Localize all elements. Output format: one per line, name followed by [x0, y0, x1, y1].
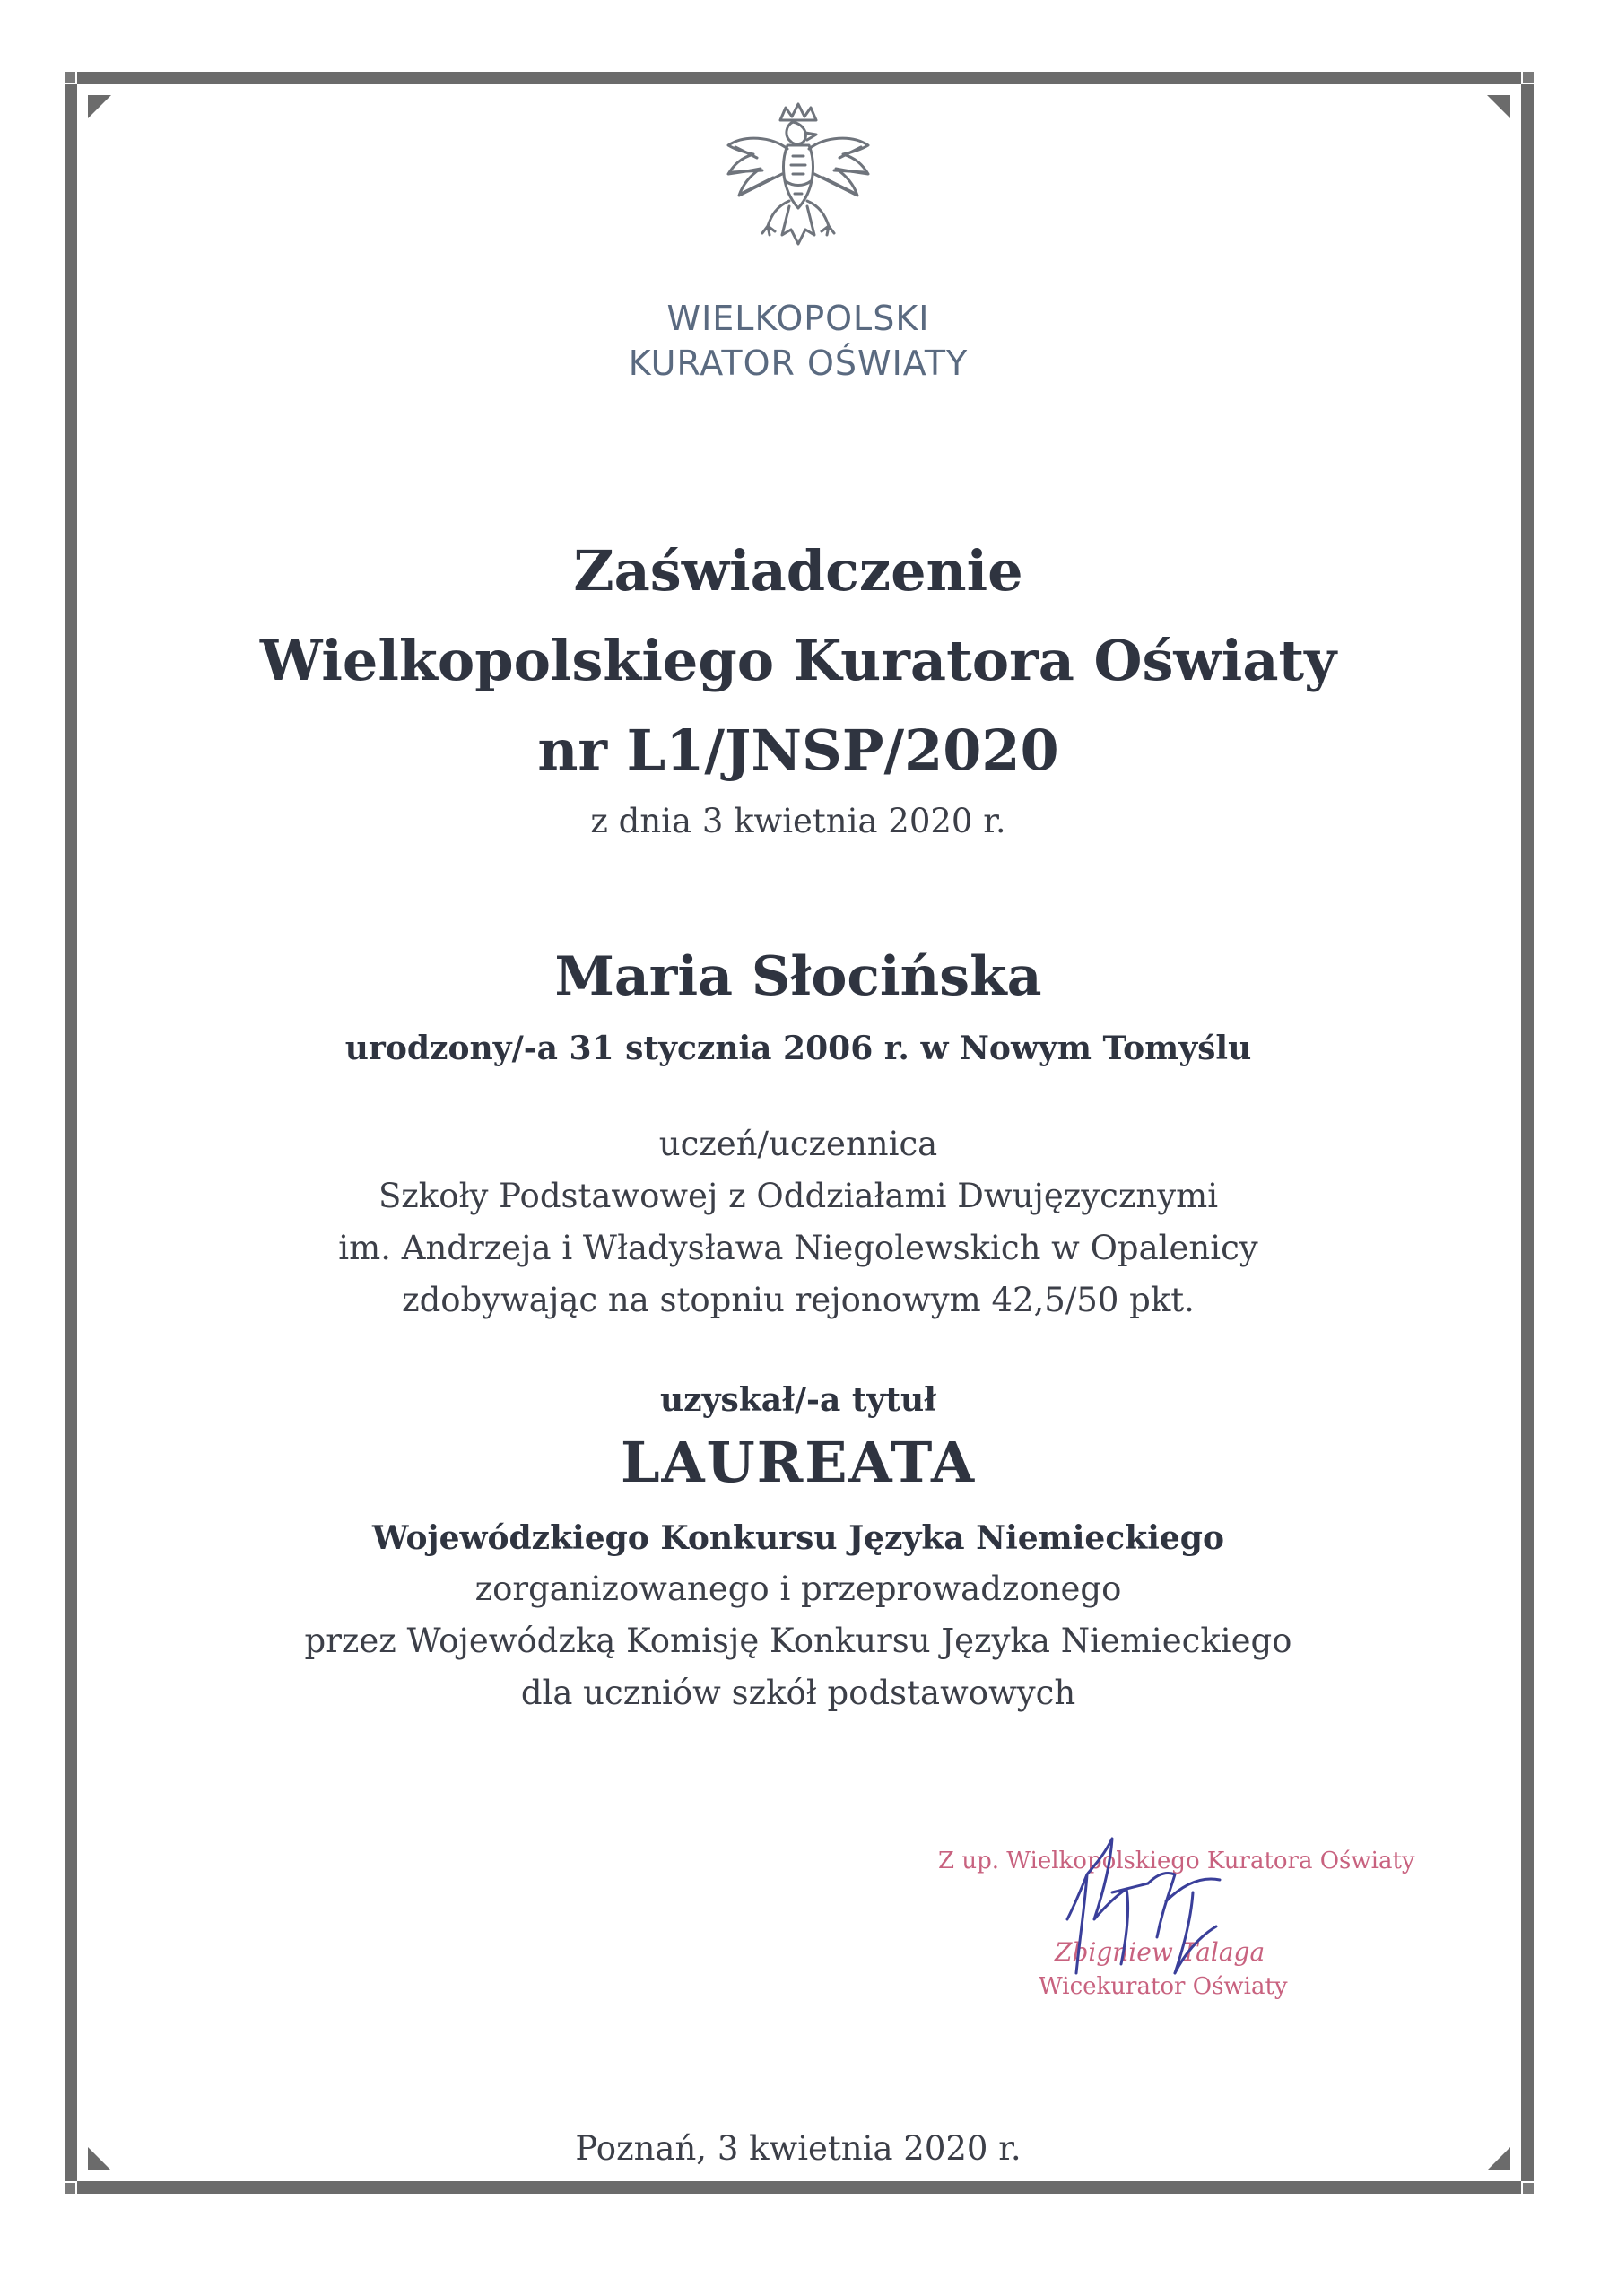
frame-corner-triangle-icon [1487, 95, 1510, 118]
polish-eagle-emblem-icon [718, 100, 879, 280]
place-and-date: Poznań, 3 kwietnia 2020 r. [575, 2129, 1022, 2168]
frame-corner-square [65, 72, 75, 83]
issuer-authority [108, 296, 1489, 386]
frame-corner-triangle-icon [1487, 2147, 1510, 2170]
contest-name: Wojewódzkiego Konkursu Języka Niemieckiego [372, 1519, 1224, 1557]
frame-top-border [77, 72, 1521, 84]
frame-corner-square [65, 2183, 75, 2194]
frame-corner-square [1523, 2183, 1534, 2194]
handwritten-signature-icon [1040, 1821, 1256, 2000]
frame-left-border [65, 84, 77, 2181]
frame-bottom-border [77, 2181, 1521, 2194]
certificate-title: Zaświadczenie [573, 538, 1023, 604]
frame-corner-triangle-icon [88, 95, 111, 118]
contest-description-line: zorganizowanego i przeprowadzonego [474, 1570, 1122, 1608]
frame-corner-square [1523, 72, 1534, 83]
stamp-official-title: Wicekurator Oświaty [1039, 1973, 1288, 2000]
school-name-line: im. Andrzeja i Władysława Niegolewskich w Opalenicy [338, 1229, 1258, 1267]
certificate-number: nr L1/JNSP/2020 [537, 718, 1059, 783]
student-role: uczeń/uczennica [658, 1125, 938, 1163]
authority-line: KURATOR OŚWIATY [628, 344, 969, 383]
authority-line: WIELKOPOLSKI [666, 299, 930, 338]
award-title: LAUREATA [620, 1430, 977, 1495]
contest-description-line: przez Wojewódzką Komisję Konkursu Języka Niemieckiego [304, 1622, 1292, 1660]
stamp-authorization-line: Z up. Wielkopolskiego Kuratora Oświaty [938, 1848, 1415, 1874]
frame-right-border [1521, 84, 1534, 2181]
recipient-birth-details: urodzony/-a 31 stycznia 2006 r. w Nowym Tomyślu [344, 1030, 1252, 1067]
award-intro: uzyskał/-a tytuł [659, 1381, 937, 1419]
certificate-issuer-line: Wielkopolskiego Kuratora Oświaty [259, 628, 1337, 693]
score-line: zdobywając na stopniu rejonowym 42,5/50 pkt. [402, 1281, 1195, 1319]
contest-description-line: dla uczniów szkół podstawowych [520, 1674, 1076, 1712]
stamp-official-name: Zbigniew Talaga [1055, 1937, 1265, 1967]
recipient-name: Maria Słocińska [554, 945, 1042, 1008]
school-name-line: Szkoły Podstawowej z Oddziałami Dwujęzycznymi [378, 1177, 1219, 1215]
certificate-issue-date: z dnia 3 kwietnia 2020 r. [590, 802, 1006, 840]
